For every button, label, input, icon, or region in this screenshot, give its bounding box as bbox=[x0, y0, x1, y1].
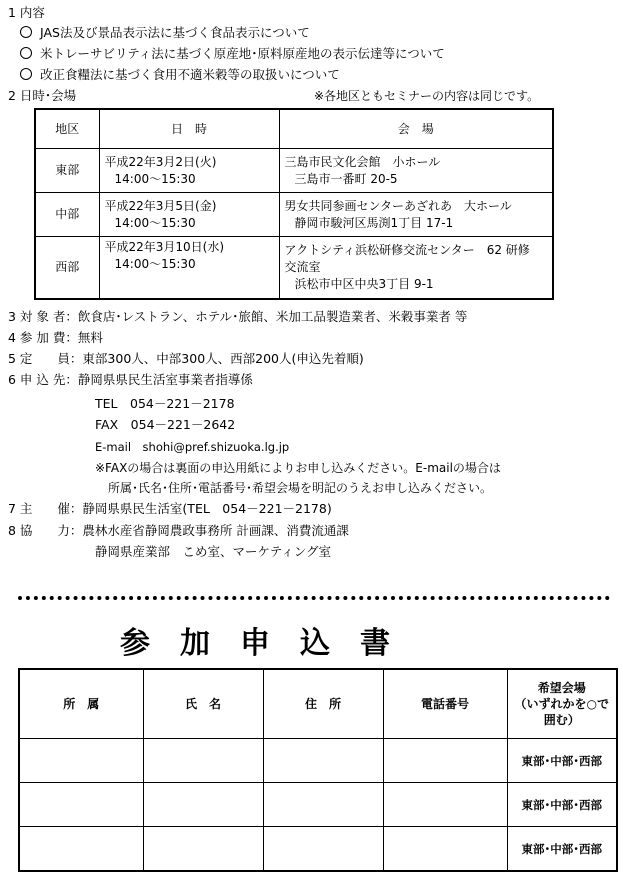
form-title: 参加申込書 bbox=[120, 626, 420, 661]
contact-email: E-mail shohi@pref.shizuoka.lg.jp bbox=[95, 440, 290, 454]
form-row bbox=[19, 739, 617, 783]
venue-name-cont: 交流室 bbox=[284, 259, 321, 274]
notice-line: 所属･氏名･住所･電話番号･希望会場を明記のうえお申し込みください。 bbox=[108, 481, 493, 495]
header-affiliation: 所 属 bbox=[19, 669, 143, 739]
header-datetime: 日 時 bbox=[99, 109, 279, 149]
address-input-cell[interactable] bbox=[263, 739, 383, 783]
venue-address: 浜松市中区中央3丁目 9-1 bbox=[294, 276, 434, 291]
venue-choice-cell[interactable]: 東部･中部･西部 bbox=[507, 827, 617, 872]
address-input-cell[interactable] bbox=[263, 827, 383, 872]
time-text: 14:00～15:30 bbox=[114, 257, 196, 271]
header-venue: 会 場 bbox=[279, 109, 553, 149]
content-item-text: 改正食糧法に基づく食用不適米穀等の取扱いについて bbox=[40, 67, 340, 82]
venue-name: 三島市民文化会館 小ホール bbox=[284, 154, 441, 169]
venue-choice-cell[interactable]: 東部･中部･西部 bbox=[507, 783, 617, 827]
venue-address: 三島市一番町 20-5 bbox=[294, 171, 398, 186]
datetime-cell bbox=[99, 149, 279, 193]
fee-line: 4 参 加 費：無料 bbox=[8, 330, 103, 345]
schedule-row bbox=[35, 193, 553, 237]
form-header-row bbox=[19, 669, 617, 739]
name-input-cell[interactable] bbox=[143, 827, 263, 872]
venue-cell bbox=[279, 237, 553, 299]
capacity-line: 5 定 員：東部300人、中部300人、西部200人(申込先着順) bbox=[8, 351, 364, 366]
content-item-text: JAS法及び景品表示法に基づく食品表示について bbox=[40, 25, 310, 40]
circle-bullet-icon bbox=[20, 68, 32, 80]
affiliation-input-cell[interactable] bbox=[19, 739, 143, 783]
venue-name: 男女共同参画センターあざれあ 大ホール bbox=[284, 198, 512, 213]
header-phone: 電話番号 bbox=[383, 669, 507, 739]
venue-name: アクトシティ浜松研修交流センター 62 研修 bbox=[284, 242, 530, 257]
content-item bbox=[20, 25, 310, 41]
venue-cell bbox=[279, 149, 553, 193]
schedule-row bbox=[35, 237, 553, 299]
time-text: 14:00～15:30 bbox=[114, 171, 196, 186]
form-row bbox=[19, 827, 617, 872]
cooperation-line: 8 協 力：農林水産省静岡農政事務所 計画課、消費流通課 bbox=[8, 523, 349, 538]
venue-header-line: （いずれかを○で bbox=[514, 697, 609, 711]
notice-line: ※FAXの場合は裏面の申込用紙によりお申し込みください。E-mailの場合は bbox=[95, 461, 501, 475]
cut-line-separator bbox=[18, 596, 610, 600]
affiliation-input-cell[interactable] bbox=[19, 783, 143, 827]
phone-input-cell[interactable] bbox=[383, 827, 507, 872]
header-region: 地区 bbox=[35, 109, 99, 149]
phone-input-cell[interactable] bbox=[383, 739, 507, 783]
target-line: 3 対 象 者：飲食店･レストラン、ホテル･旅館、米加工品製造業者、米穀事業者 等 bbox=[8, 309, 468, 324]
circle-bullet-icon bbox=[20, 47, 32, 59]
cooperation-line: 静岡県産業部 こめ室、マーケティング室 bbox=[95, 544, 332, 559]
date-text: 平成22年3月2日(火) bbox=[104, 154, 217, 169]
region-cell: 西部 bbox=[35, 237, 99, 299]
content-item-text: 米トレーサビリティ法に基づく原産地･原料原産地の表示伝達等について bbox=[40, 46, 445, 61]
header-preferred-venue bbox=[507, 669, 617, 739]
content-heading: 1 内容 bbox=[8, 5, 45, 20]
region-cell: 中部 bbox=[35, 193, 99, 237]
venue-address: 静岡市駿河区馬渕1丁目 17-1 bbox=[294, 215, 454, 230]
address-input-cell[interactable] bbox=[263, 783, 383, 827]
form-row bbox=[19, 783, 617, 827]
content-item bbox=[20, 46, 445, 62]
contact-line: 6 申 込 先：静岡県県民生活室事業者指導係 bbox=[8, 372, 253, 387]
schedule-header-row bbox=[35, 109, 553, 149]
contact-tel: TEL 054－221－2178 bbox=[95, 396, 235, 411]
venue-header-line: 囲む） bbox=[543, 713, 580, 727]
phone-input-cell[interactable] bbox=[383, 783, 507, 827]
content-item bbox=[20, 67, 340, 83]
schedule-row bbox=[35, 149, 553, 193]
date-text: 平成22年3月10日(水) bbox=[104, 240, 225, 254]
venue-header-line: 希望会場 bbox=[537, 681, 586, 695]
region-cell: 東部 bbox=[35, 149, 99, 193]
name-input-cell[interactable] bbox=[143, 739, 263, 783]
name-input-cell[interactable] bbox=[143, 783, 263, 827]
application-form-table bbox=[18, 668, 618, 872]
schedule-table bbox=[34, 108, 554, 300]
venue-choice-cell[interactable]: 東部･中部･西部 bbox=[507, 739, 617, 783]
circle-bullet-icon bbox=[20, 26, 32, 38]
schedule-note: ※各地区ともセミナーの内容は同じです。 bbox=[314, 89, 540, 103]
schedule-heading: 2 日時･会場 bbox=[8, 88, 77, 103]
organizer-line: 7 主 催：静岡県県民生活室(TEL 054－221－2178) bbox=[8, 501, 332, 516]
time-text: 14:00～15:30 bbox=[114, 215, 196, 230]
datetime-cell bbox=[99, 193, 279, 237]
affiliation-input-cell[interactable] bbox=[19, 827, 143, 872]
header-address: 住 所 bbox=[263, 669, 383, 739]
datetime-cell bbox=[99, 237, 279, 299]
header-name: 氏 名 bbox=[143, 669, 263, 739]
date-text: 平成22年3月5日(金) bbox=[104, 198, 217, 213]
venue-cell bbox=[279, 193, 553, 237]
contact-fax: FAX 054－221－2642 bbox=[95, 417, 236, 432]
